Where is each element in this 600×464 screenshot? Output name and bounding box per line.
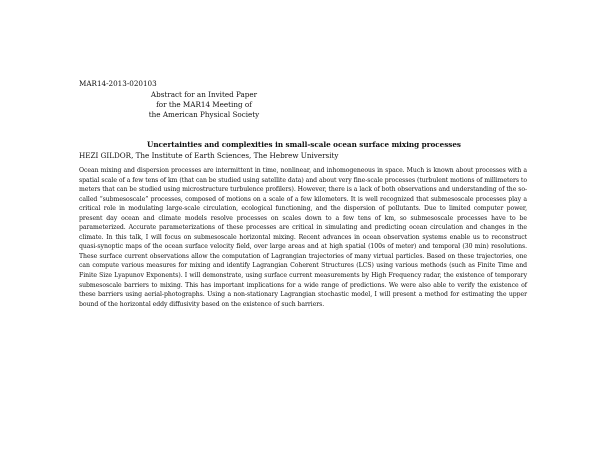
author-name: HEZI GILDOR: [79, 151, 132, 160]
meeting-line-meeting: for the MAR14 Meeting of: [156, 100, 252, 109]
abstract-body: Ocean mixing and dispersion processes are intermittent in time, nonlinear, and inhomogeneous in space. Much is known about processes with a spatial scale of a few tens of km (that can be studied using satellite data) and about very fine-scale processes (turbulent motions of millimeters to meters that can be studied using microstructure turbulence profilers). However, there is a lack of both observations and understanding of the so-called “submesoscale” processes, composed of motions on a scale of a few kilometers. It is well recognized that submesoscale processes play a critical role in modulating large-scale circulation, ecological functioning, and the dispersion of pollutants. Due to limited computer power, present day ocean and climate models resolve processes on scales down to a few tens of km, so submesoscale processes have to be parameterized. Accurate parameterizations of these processes are critical in simulating and predicting ocean circulation and changes in the climate. In this talk, I will focus on submesoscale horizontal mixing. Recent advances in ocean observation systems enable us to reconstruct quasi-synoptic maps of the ocean surface velocity field, over large areas and at high spatial (100s of meter) and temporal (30 min) resolutions. These surface current observations allow the computation of Lagrangian trajectories of many virtual particles. Based on these trajectories, one can compute various measures for mixing and identify Lagrangian Coherent Structures (LCS) using various methods (such as Finite Time and Finite Size Lyapunov Exponents). I will demonstrate, using surface current measurements by High Frequency radar, the existence of temporary submesoscale barriers to mixing. This has important implications for a wide range of predictions. We were also able to verify the existence of these barriers using aerial-photographs. Using a non-stationary Lagrangian stochastic model, I will present a method for estimating the upper bound of the horizontal eddy diffusivity based on the existence of such barriers.: [79, 167, 527, 308]
meeting-info: [104, 90, 304, 120]
paper-title: Uncertainties and complexities in small-scale ocean surface mixing processes: [147, 140, 461, 149]
meeting-line-invited-paper: Abstract for an Invited Paper: [150, 90, 258, 99]
meeting-line-society: the American Physical Society: [148, 110, 260, 119]
author-affiliation: , The Institute of Earth Sciences, The Hebrew University: [131, 151, 339, 160]
abstract-id: MAR14-2013-020103: [79, 79, 157, 88]
author-line: [79, 151, 338, 160]
